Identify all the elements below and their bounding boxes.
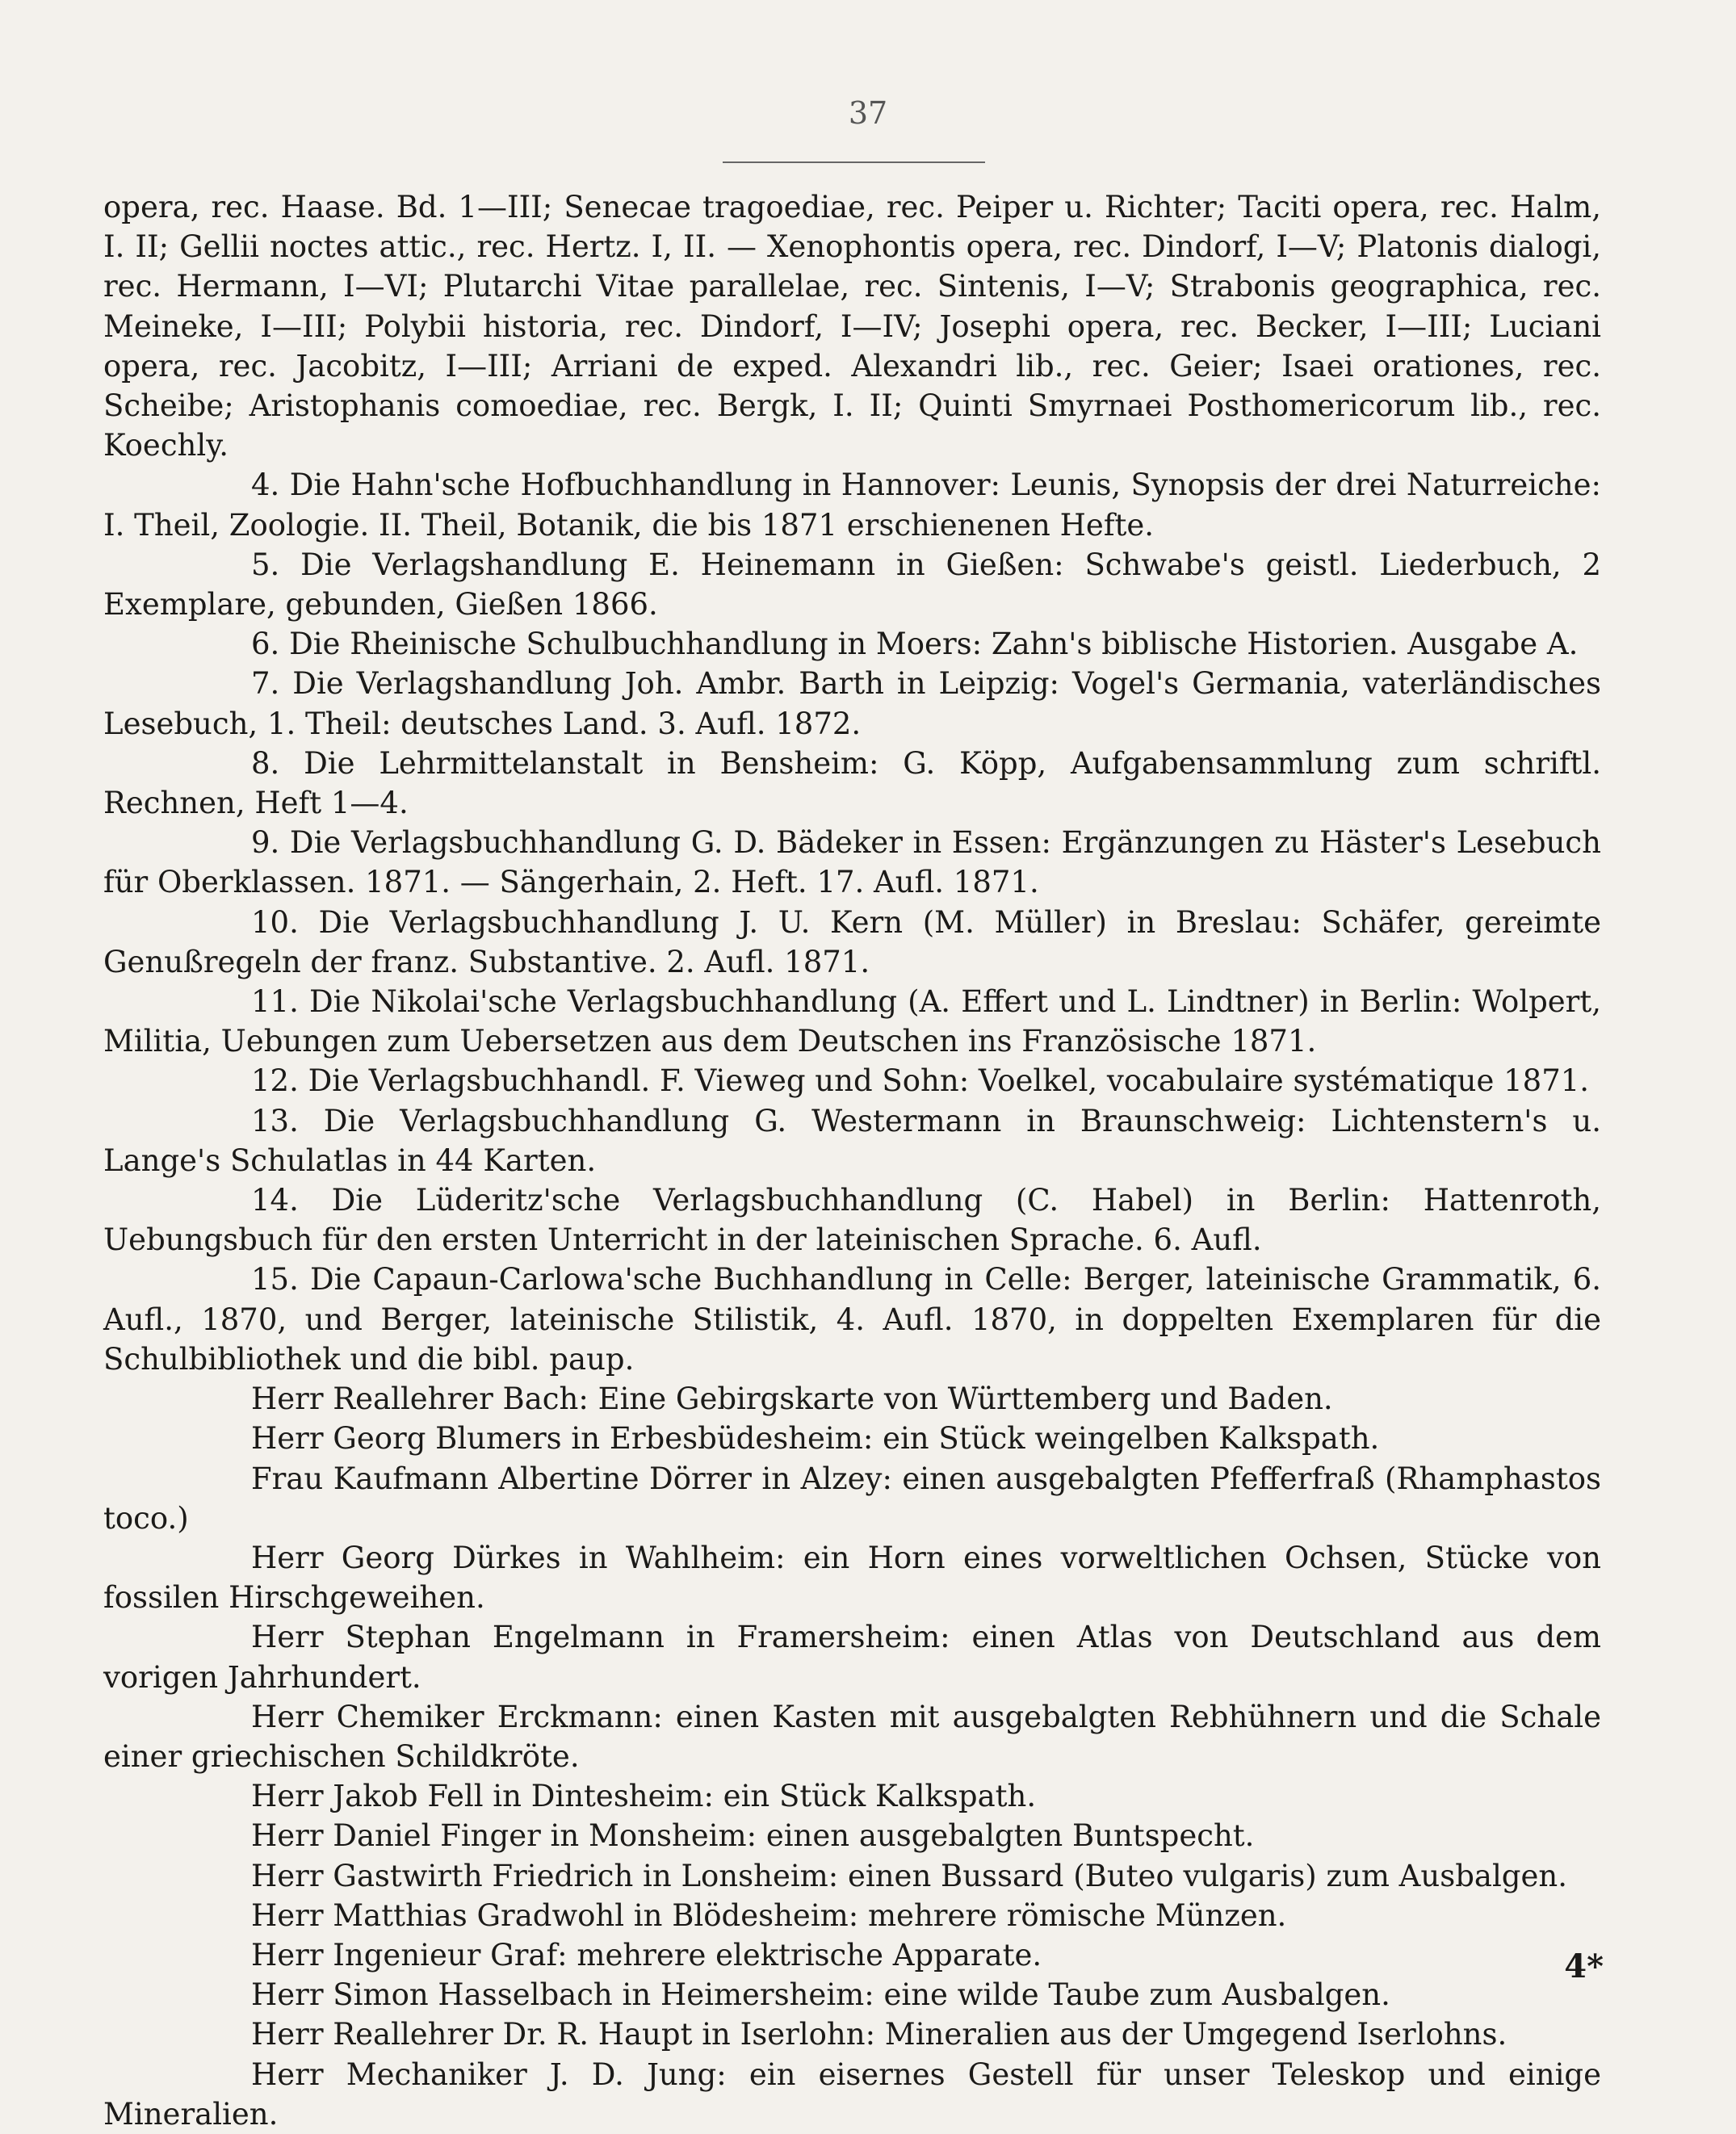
donation-entry-7: 7. Die Verlagshandlung Joh. Ambr. Barth in Leipzig: Vogel's Germania, vaterländisches Lesebuch, 1. Theil: deutsches Land. 3. Aufl. 1872. [103,666,1601,741]
donation-entry-6: 6. Die Rheinische Schulbuchhandlung in Moers: Zahn's biblische Historien. Ausgabe A. [251,627,1579,662]
donor-entry: Herr Jakob Fell in Dintesheim: ein Stück Kalkspath. [251,1779,1037,1814]
donor-entry: Herr Mechaniker J. D. Jung: ein eisernes Gestell für unser Teleskop und einige Mineralien. [103,2056,1601,2132]
donation-entry-8: 8. Die Lehrmittelanstalt in Bensheim: G. Köpp, Aufgabensammlung zum schriftl. Rechnen, Heft 1—4. [103,745,1601,821]
donor-entry: Herr Gastwirth Friedrich in Lonsheim: einen Bussard (Buteo vulgaris) zum Ausbalgen. [251,1858,1567,1893]
donor-entry: Herr Stephan Engelmann in Framersheim: einen Atlas von Deutschland aus dem vorigen Jahrhundert. [103,1620,1601,1695]
donation-entry-9: 9. Die Verlagsbuchhandlung G. D. Bädeker in Essen: Ergänzungen zu Häster's Lesebuch für Oberklassen. 1871. — Sängerhain, 2. Heft. 17. Aufl. 1871. [103,825,1601,900]
donor-entry: Herr Reallehrer Bach: Eine Gebirgskarte von Württemberg und Baden. [251,1381,1333,1417]
header-rule [723,161,985,163]
donor-entry: Herr Ingenieur Graf: mehrere elektrische Apparate. [251,1937,1042,1973]
donation-entry-14: 14. Die Lüderitz'sche Verlagsbuchhandlung (C. Habel) in Berlin: Hattenroth, Uebungsbuch für den ersten Unterricht in der lateinischen Sprache. 6. Aufl. [103,1183,1601,1258]
signature-mark: 4* [1564,1947,1604,1985]
donation-entry-4: 4. Die Hahn'sche Hofbuchhandlung in Hannover: Leunis, Synopsis der drei Naturreiche: I. Theil, Zoologie. II. Theil, Botanik, die bis 1871 erschienenen Hefte. [103,467,1601,543]
page-number: 37 [848,95,888,131]
donation-entry-13: 13. Die Verlagsbuchhandlung G. Westermann in Braunschweig: Lichtenstern's u. Lange's Schulatlas in 44 Karten. [103,1103,1601,1178]
donor-entry: Herr Simon Hasselbach in Heimersheim: eine wilde Taube zum Ausbalgen. [251,1977,1390,2013]
donation-entry-12: 12. Die Verlagsbuchhandl. F. Vieweg und Sohn: Voelkel, vocabulaire systématique 1871. [251,1063,1590,1099]
donor-entry: Frau Kaufmann Albertine Dörrer in Alzey: einen ausgebalgten Pfefferfraß (Rhamphastos toco.) [103,1461,1601,1536]
donation-entry-11: 11. Die Nikolai'sche Verlagsbuchhandlung (A. Effert und L. Lindtner) in Berlin: Wolpert, Militia, Uebungen zum Uebersetzen aus dem Deutschen ins Französische 1871. [103,984,1601,1059]
donor-entry: Herr Georg Dürkes in Wahlheim: ein Horn eines vorweltlichen Ochsen, Stücke von fossilen Hirschgeweihen. [103,1540,1601,1616]
donation-entry-15: 15. Die Capaun-Carlowa'sche Buchhandlung in Celle: Berger, lateinische Grammatik, 6. Aufl., 1870, und Berger, lateinische Stilistik, 4. Aufl. 1870, in doppelten Exemplaren für die Schulbibliothek und die bibl. paup. [103,1262,1601,1377]
donor-entry: Herr Daniel Finger in Monsheim: einen ausgebalgten Buntspecht. [251,1818,1255,1854]
donation-entry-5: 5. Die Verlagshandlung E. Heinemann in Gießen: Schwabe's geistl. Liederbuch, 2 Exemplare, gebunden, Gießen 1866. [103,547,1601,623]
donor-entry: Herr Matthias Gradwohl in Blödesheim: mehrere römische Münzen. [251,1897,1287,1933]
donor-entry: Herr Georg Blumers in Erbesbüdesheim: ein Stück weingelben Kalkspath. [251,1421,1380,1457]
donor-entry: Herr Chemiker Erckmann: einen Kasten mit ausgebalgten Rebhühnern und die Schale einer griechischen Schildkröte. [103,1699,1601,1774]
latin-authors-paragraph: opera, rec. Haase. Bd. 1—III; Senecae tragoediae, rec. Peiper u. Richter; Taciti opera, rec. Halm, I. II; Gellii noctes attic., rec. Hertz. I, II. — Xenophontis opera, rec. Dindorf, I—V; Platonis dialogi, rec. Hermann, I—VI; Plutarchi Vitae parallelae, rec. Sintenis, I—V; Strabonis geographica, rec. Meineke, I—III; Polybii historia, rec. Dindorf, I—IV; Josephi opera, rec. Becker, I—III; Luciani opera, rec. Jacobitz, I—III; Arriani de exped. Alexandri lib., rec. Geier; Isaei orationes, rec. Scheibe; Aristophanis comoediae, rec. Bergk, I. II; Quinti Smyrnaei Posthomericorum lib., rec. Koechly. [103,190,1601,463]
page-body [103,187,1601,2134]
donation-entry-10: 10. Die Verlagsbuchhandlung J. U. Kern (M. Müller) in Breslau: Schäfer, gereimte Genußregeln der franz. Substantive. 2. Aufl. 1871. [103,904,1601,979]
donor-entry: Herr Reallehrer Dr. R. Haupt in Iserlohn: Mineralien aus der Umgegend Iserlohns. [251,2017,1507,2052]
